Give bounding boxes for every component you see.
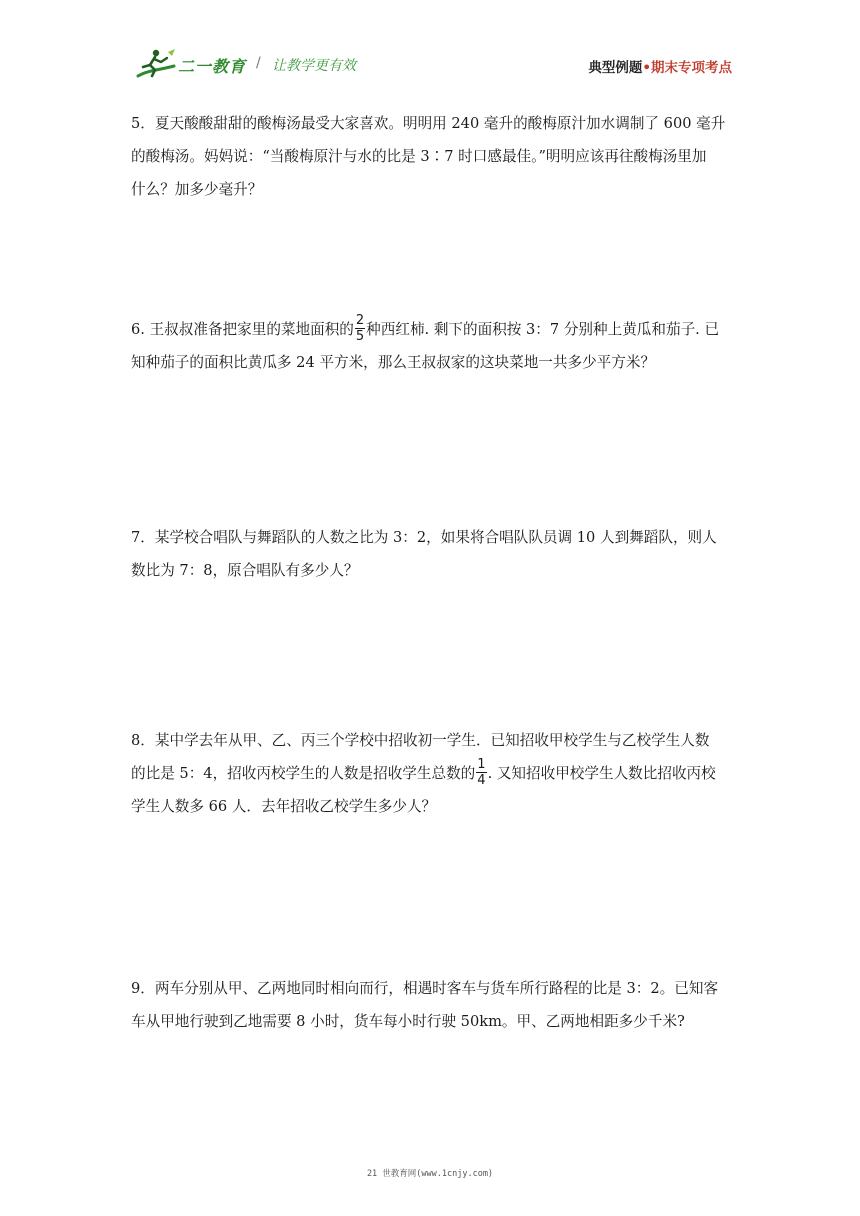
fraction-numerator: 1 [477, 756, 486, 772]
section-topic: 期末专项考点 [651, 60, 732, 76]
question-text: 6. 王叔叔准备把家里的菜地面积的 [131, 321, 354, 338]
question-6 [131, 313, 735, 379]
running-person-icon [134, 48, 176, 80]
question-8 [131, 724, 735, 823]
question-5 [131, 107, 735, 206]
question-9 [131, 972, 735, 1038]
question-text: 的比是 5：4，招收丙校学生的人数是招收学生总数的 [131, 765, 476, 782]
fraction-numerator: 2 [355, 312, 365, 328]
question-line: 数比为 7：8，原合唱队有多少人？ [131, 562, 359, 579]
brand-name: 二一教育 [178, 57, 247, 76]
question-line: 的酸梅汤。妈妈说：“当酸梅原汁与水的比是 3∶7 时口感最佳。”明明应该再往酸梅汤里加 [131, 148, 707, 165]
section-dot: • [642, 60, 651, 76]
question-line [131, 313, 735, 346]
fraction [476, 758, 486, 787]
brand-logo [132, 48, 372, 82]
question-text: . 又知招收甲校学生人数比招收丙校 [487, 765, 716, 782]
fraction-denominator: 5 [355, 328, 365, 344]
question-line [131, 757, 735, 790]
question-line: 学生人数多 66 人．去年招收乙校学生多少人？ [131, 798, 437, 815]
fraction-denominator: 4 [477, 772, 486, 788]
question-line: 7．某学校合唱队与舞蹈队的人数之比为 3：2，如果将合唱队队员调 10 人到舞蹈队，则人 [131, 529, 717, 546]
question-line: 车从甲地行驶到乙地需要 8 小时，货车每小时行驶 50km。甲、乙两地相距多少千米? [131, 1013, 685, 1030]
brand-separator: / [256, 55, 261, 71]
question-line: 什么？加多少毫升？ [131, 181, 263, 198]
question-line: 9．两车分别从甲、乙两地同时相向而行，相遇时客车与货车所行路程的比是 3：2。已知客 [131, 980, 719, 997]
question-line: 5．夏天酸酸甜甜的酸梅汤最受大家喜欢。明明用 240 毫升的酸梅原汁加水调制了 600 毫升 [131, 115, 726, 132]
question-text: 种西红柿. 剩下的面积按 3：7 分别种上黄瓜和茄子. 已 [366, 321, 720, 338]
fraction [355, 314, 365, 343]
question-line: 8．某中学去年从甲、乙、丙三个学校中招收初一学生．已知招收甲校学生与乙校学生人数 [131, 732, 710, 749]
question-7 [131, 521, 735, 587]
page-footer: 21 世教育网(www.1cnjy.com) [366, 1169, 494, 1179]
question-line: 知种茄子的面积比黄瓜多 24 平方米，那么王叔叔家的这块菜地一共多少平方米？ [131, 354, 656, 371]
page-header [132, 46, 732, 86]
section-title [588, 56, 732, 76]
section-label: 典型例题 [588, 60, 643, 76]
brand-slogan: 让教学更有效 [272, 58, 356, 74]
